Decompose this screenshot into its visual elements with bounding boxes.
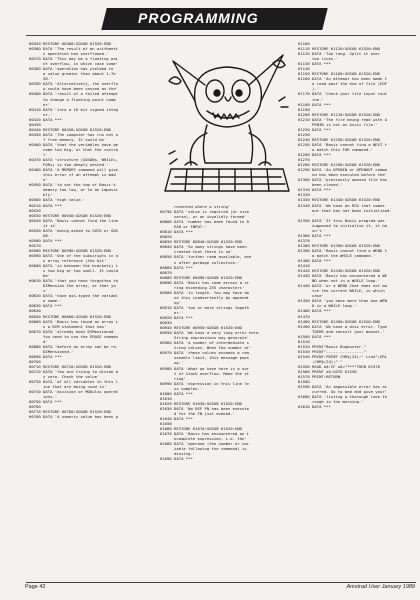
code-line: ND when not in a WHILE loop.' xyxy=(298,278,380,284)
code-line: nd has been executed before the' xyxy=(298,172,388,178)
code-line: 60720 DATA 'You are trying to divide b xyxy=(29,369,119,375)
code-line: versa), or an invalidly formed' xyxy=(160,214,247,220)
code-line: ions.' xyxy=(29,394,58,400)
code-line: PENIN is not an Ascii file.' xyxy=(298,121,378,127)
code-line: 61290 DATA 'An OPENIN or OPENOUT comma xyxy=(298,167,388,173)
code-line: 61490 DATA 'We have a disc error. Type xyxy=(298,323,388,329)
code-line: 61480 RESTORE 61490:GOSUB 61520:END xyxy=(298,318,380,324)
code-line: curred. Go to bed and give your' xyxy=(298,389,388,395)
code-line: 60490 DATA 'to set the top of Basic's xyxy=(29,182,116,188)
code-line: 60450 DATA 'The computer has run out o xyxy=(29,131,119,137)
code-line: 60550 DATA 'being asked to GOTO or GOS xyxy=(29,227,119,233)
code-line: 61310 DATA *** xyxy=(298,187,331,193)
code-line: er.' xyxy=(160,309,184,315)
code-line: d for the FN just evoked.' xyxy=(160,410,235,416)
code-line: 60540 DATA 'Basic cannot find the line xyxy=(29,217,119,223)
code-line: 61130 DATA *** xyxy=(298,61,331,67)
listing-column-1 xyxy=(29,41,155,581)
code-line: 60860 DATA *** xyxy=(160,264,193,270)
cartoon-gremlin-icon xyxy=(161,41,294,199)
code-line: y zero. Check the value' xyxy=(29,374,100,380)
code-line: 61030 DATA 'No DEF FN has been execute xyxy=(160,405,250,411)
code-line: 61020 RESTORE 61030:GOSUB 61520:END xyxy=(160,400,242,406)
code-line: 60390 DATA 'Alternatively, the overflo xyxy=(29,81,119,87)
code-line: 61100 xyxy=(298,41,310,46)
code-line: ring' xyxy=(160,375,186,381)
code-line: 61200 RESTORE 61210:GOSUB 61520:END xyxy=(298,111,380,117)
code-line: f free memory. It could be' xyxy=(29,136,107,142)
code-line: ng' xyxy=(160,299,182,305)
code-line: 61250 DATA 'Basic cannot find a NEXT t xyxy=(298,141,388,147)
code-line: c operation has overflowed.' xyxy=(29,51,109,57)
code-line: 60670 DATA 'already been DIMensioned. xyxy=(29,328,116,334)
code-line: 61120 DATA 'Too long. Split it over xyxy=(298,51,380,57)
code-line: 61180 DATA *** xyxy=(298,101,331,107)
code-line: be' xyxy=(29,273,51,279)
code-line: 61360 DATA *** xyxy=(298,232,331,238)
code-line: 61210 DATA 'The file being read with O xyxy=(298,116,388,122)
code-line: 60630 DATA *** xyxy=(29,303,62,309)
code-line: 61570 PRINT:RETURN xyxy=(298,374,341,380)
code-line: 60360 DATA 'The result of an arithmeti xyxy=(29,46,119,52)
code-line: 61450 DATA 'you have more than one WEN xyxy=(298,298,388,304)
code-line: 61260 DATA *** xyxy=(298,152,331,158)
code-line: 60960 DATA 'a number of intermediate s xyxy=(160,340,250,346)
code-line: iable following the command) is xyxy=(160,446,247,452)
code-line: 60430 xyxy=(29,121,41,127)
code-line: 60610 DATA 'that you have forgotten to xyxy=(29,278,119,284)
code-line: TOERR and consult your manual.' xyxy=(298,328,385,334)
code-line: 61380 RESTORE 61390:GOSUB 61520:END xyxy=(298,242,380,248)
code-line: 60560 DATA *** xyxy=(29,237,62,243)
code-line: 60980 DATA 'What we have here is a sor xyxy=(160,365,250,371)
code-line: come too big, or that the contro xyxy=(29,146,119,152)
code-line: 60350 RESTORE 60360:GOSUB 61520:END xyxy=(29,41,111,46)
code-line: 61000 DATA *** xyxy=(160,390,193,396)
code-line: er' xyxy=(29,101,51,107)
code-line: 60700 xyxy=(29,358,41,364)
code-line: 60570 xyxy=(29,242,41,248)
cartoon-illustration xyxy=(161,41,294,199)
code-line: ine that are being used in' xyxy=(29,384,107,390)
code-line: 60510 DATA *** xyxy=(29,202,62,208)
code-line: 60440 RESTORE 60450:GOSUB 61520:END xyxy=(29,126,111,132)
code-line: 60500 DATA 'high value.' xyxy=(29,197,86,203)
code-line: 60530 RESTORE 60540:GOSUB 61520:END xyxy=(29,212,111,218)
code-line: e name.' xyxy=(29,298,62,304)
code-line: case' xyxy=(298,293,324,299)
code-line: String expressions may generate' xyxy=(160,335,250,341)
section-title: PROGRAMMING xyxy=(138,10,259,26)
code-line: 60850 DATA 'further room available, eve xyxy=(160,254,252,260)
code-line: d' xyxy=(29,338,48,344)
code-line: 61270 xyxy=(298,157,310,163)
code-line: 61430 DATA 'Basic has encountered a WE xyxy=(298,273,388,279)
code-line: 61520 PRINT"Basic Bugbuster." xyxy=(298,343,366,349)
code-line: out that has not been initialised. xyxy=(298,207,392,213)
code-line: ' xyxy=(298,212,315,218)
code-line: 61400 DATA *** xyxy=(298,258,331,264)
code-line: 38.' xyxy=(29,76,53,82)
code-line: rough in the morning.' xyxy=(298,399,364,405)
code-line: memory too low, or to an impossi xyxy=(29,187,119,193)
code-line: 60650 RESTORE 60660:GOSUB 61520:END xyxy=(29,313,111,319)
code-line: 61590 DATA 'An impossible error has oc xyxy=(298,384,388,390)
code-line: 60940 RESTORE 60950:GOSUB 61520:END xyxy=(160,325,242,331)
code-line: 60870 xyxy=(160,269,172,275)
code-line: 60400 DATA 'result of a failed attempt xyxy=(29,91,119,97)
code-line: 60810 DATA *** xyxy=(160,229,193,235)
code-line: 60840 DATA 'So many strings have been xyxy=(160,244,247,250)
code-line: 61050 xyxy=(160,421,172,427)
code-line: sn't.' xyxy=(298,227,327,233)
code-line: tring values. When the number of' xyxy=(160,345,252,351)
code-line: ncomplete expression, i.e. the' xyxy=(160,436,247,442)
code-line: 60370 DATA 'This may be a floating poi xyxy=(29,56,119,62)
code-line: D in a WHILE loop.' xyxy=(298,303,357,309)
code-line: 60580 RESTORE 60590:GOSUB 61520:END xyxy=(29,247,111,253)
code-line: 61190 xyxy=(298,106,310,112)
code-line: 61540 PRINT:PRINT CHR$(24);" Line";ERL xyxy=(298,353,388,359)
code-line: 61500 DATA *** xyxy=(298,333,331,339)
code-line: 60750 DATA *** xyxy=(29,399,62,405)
code-line: missing.' xyxy=(160,451,196,457)
code-line: it is' xyxy=(29,222,58,228)
code-line: 60520 xyxy=(29,207,41,213)
code-line: UB.' xyxy=(29,232,53,238)
code-line: t of stack overflow. Make the st xyxy=(160,370,250,376)
code-line: You need to use the ERASE comman xyxy=(29,333,119,339)
code-line: 61040 DATA *** xyxy=(160,415,193,421)
code-line: 61340 DATA 'We have an RSX that comes xyxy=(298,202,385,208)
code-line: ne this inadvertently by appendi xyxy=(160,294,250,300)
code-line: n array reference (the bit' xyxy=(29,258,107,264)
code-line: 60910 DATA 'two or more strings togeth xyxy=(160,304,250,310)
code-line: o match this FOR command.' xyxy=(298,146,373,152)
code-line: 61110 RESTORE 61120:GOSUB 61520:END xyxy=(298,46,380,52)
code-line: a value greater than about 1.7e xyxy=(29,71,116,77)
code-line: ss complex.' xyxy=(160,385,203,391)
code-line: 60780 DATA 'A numeric value has been p xyxy=(29,414,119,420)
issue-info: Amstrad User January 1989 xyxy=(346,584,415,590)
code-line: 61560 PRINT a$:GOTO 61550 xyxy=(298,369,357,375)
code-line: 61080 DATA 'operand (the number or var xyxy=(160,441,250,447)
code-line: 60970 DATA 'these values exceeds a rea xyxy=(160,350,250,356)
code-line: ring exceeding 255 characters' xyxy=(160,284,245,290)
code-line: EAD or INPUT.' xyxy=(160,224,207,230)
code-line: 60690 DATA *** xyxy=(29,353,62,359)
code-line: bly' xyxy=(29,192,53,198)
code-line: ine.' xyxy=(298,96,324,102)
code-line: 60990 DATA 'expression in this line le xyxy=(160,380,250,386)
code-line: 60790 DATA 'value is required (or vice xyxy=(160,209,250,215)
code-line: 60480 DATA 'A MEMORY command will give xyxy=(29,167,119,173)
page-number: Page 42 xyxy=(25,584,46,590)
code-line: n a DIM statement that has' xyxy=(29,323,107,329)
code-line: ).' xyxy=(298,86,320,92)
listing-column-3 xyxy=(298,41,416,581)
code-line: 61510 xyxy=(298,338,310,344)
code-line: 60730 DATA 'of all variables in this l xyxy=(29,379,119,385)
code-line: 61150 RESTORE 61160:GOSUB 61520:END xyxy=(298,71,380,77)
code-line: up.' xyxy=(160,360,184,366)
code-line: 61240 RESTORE 61250:GOSUB 61520:END xyxy=(298,136,380,142)
code-line: w could have been caused as the' xyxy=(29,86,119,92)
code-line: to change a floating point numb xyxy=(29,96,116,102)
code-line: 61060 RESTORE 61070:GOSUB 61520:END xyxy=(160,426,242,432)
code-line: o read past the end of file (EOF xyxy=(298,81,388,87)
code-line: 60590 DATA 'One of the subscripts in a xyxy=(29,252,119,258)
code-line: 60900 DATA 'in length. You may have do xyxy=(160,289,250,295)
code-line: FORs) is too deeply nested.' xyxy=(29,162,109,168)
code-line: 61230 xyxy=(298,131,310,137)
code-line: n after garbage collection.' xyxy=(160,259,240,265)
code-line: 61550 READ a$:IF a$="***"THEN 61570 xyxy=(298,364,380,369)
code-line: 61070 DATA 'Basic has encountered an i xyxy=(160,431,250,437)
code-line: 60800 DATA 'number has been found in R xyxy=(160,219,250,225)
code-line: 61350 DATA 'If this Basic program was xyxy=(298,217,385,223)
code-line: ;CHR$(24);" " xyxy=(298,358,343,364)
code-line: e' xyxy=(29,177,48,183)
code-line: been closed.' xyxy=(298,182,343,188)
code-line: this error if an attempt is mad xyxy=(29,172,116,178)
code-line: l' xyxy=(29,152,48,158)
code-line: 61330 RESTORE 61340:GOSUB 61520:END xyxy=(298,197,380,203)
code-line: 61580 xyxy=(298,379,310,385)
code-line: s too big or too small. It could xyxy=(29,268,119,274)
code-line: 61280 RESTORE 61290:GOSUB 61520:END xyxy=(298,162,380,168)
code-line: er.' xyxy=(29,111,53,117)
code-line: 60920 DATA *** xyxy=(160,315,193,321)
code-line: 61370 xyxy=(298,237,310,243)
code-line: 61160 DATA 'An attempt has been made t xyxy=(298,76,388,82)
code-line: 61470 xyxy=(298,313,310,319)
listing-column-2 xyxy=(160,204,294,582)
code-line: 60890 DATA 'Basic has come across a st xyxy=(160,279,250,285)
code-line: 61390 DATA 'Basic cannot find a WEND t xyxy=(298,247,388,253)
code-line: 61420 RESTORE 61430:GOSUB 61520:END xyxy=(298,268,380,274)
code-line: o match the WHILE command.' xyxy=(298,252,376,258)
code-line: 60460 DATA 'that the variables have be xyxy=(29,141,119,147)
code-line: 60830 RESTORE 60840:GOSUB 61520:END xyxy=(160,239,242,245)
code-line: DIMensioned.' xyxy=(29,348,74,354)
code-line: 61140 xyxy=(298,66,310,72)
code-line: 61530 PRINT"----------------" xyxy=(298,348,366,354)
code-line: 60470 DATA 'structure (GOSUBs, WHILEs, xyxy=(29,157,119,163)
code-line: created that there is no' xyxy=(160,249,233,255)
code-line: 60880 RESTORE 60890:GOSUB 61520:END xyxy=(160,274,242,280)
code-line: two lines.' xyxy=(298,56,338,62)
code-line: 60660 DATA 'Basic has found an array i xyxy=(29,318,119,324)
header-rule xyxy=(26,35,416,36)
code-line: 61460 DATA *** xyxy=(298,308,331,314)
code-line: 60640 xyxy=(29,308,41,314)
code-line: tch the current WHILE, in which xyxy=(298,288,385,294)
code-line: 61600 DATA 'listing a thorough look th xyxy=(298,394,388,400)
code-line: 61410 xyxy=(298,263,310,269)
code-line: 61220 DATA *** xyxy=(298,126,331,132)
code-line: 60710 RESTORE 60720:GOSUB 61520:END xyxy=(29,364,111,369)
footer-rule xyxy=(26,582,416,583)
code-line: DIMension the array, or that yo xyxy=(29,283,116,289)
code-line: 61090 DATA *** xyxy=(160,456,193,462)
code-line: 60380 DATA 'operation has yielded to xyxy=(29,66,114,72)
code-line: 60420 DATA *** xyxy=(29,116,62,122)
code-line: supposed to initialise it, it ha xyxy=(298,222,388,228)
code-line: 61010 xyxy=(160,395,172,401)
code-line: 61170 DATA 'Check your file input rout xyxy=(298,91,388,97)
code-line: 60410 DATA 'into a 16 bit signed integ xyxy=(29,106,119,112)
code-line: 60950 DATA 'We have a very long error here. xyxy=(160,330,261,336)
code-line: u' xyxy=(29,288,48,294)
code-line: 60740 DATA 'division or MODulus operat xyxy=(29,389,119,395)
code-line: 60820 xyxy=(160,234,172,240)
code-line: 60760 xyxy=(29,404,41,410)
code-line: resented where a string' xyxy=(160,204,231,209)
code-line: 60930 xyxy=(160,320,172,326)
code-line: 60600 DATA 'in between the brackets) i xyxy=(29,263,119,269)
code-line: 60680 DATA 'before an array can be re- xyxy=(29,343,119,349)
code-line: 61320 xyxy=(298,192,310,198)
code-line: 61440 DATA 'or a WEND that does not ma xyxy=(298,283,388,289)
code-line: sonable limit, this message pops xyxy=(160,355,250,361)
code-line: 61300 DATA 'previously opened file has xyxy=(298,177,388,183)
code-line: nt overflow, in which case some' xyxy=(29,61,119,67)
code-line: 60770 RESTORE 60780:GOSUB 61520:END xyxy=(29,409,111,415)
code-line: 60620 DATA 'have mis-typed the variabl xyxy=(29,293,119,299)
code-line: 61610 DATA *** xyxy=(298,404,331,410)
